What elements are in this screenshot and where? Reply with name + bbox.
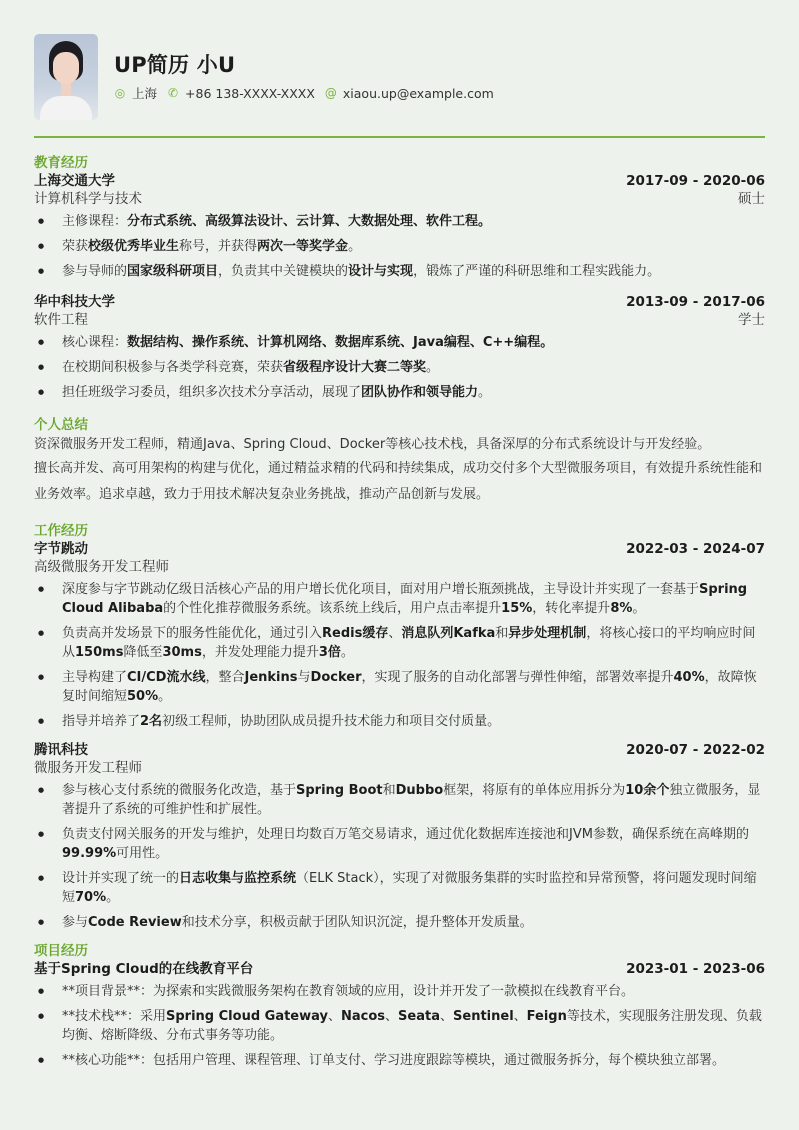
- bullet-list: [34, 333, 765, 402]
- summary-paragraph: 擅长高并发、高可用架构的构建与优化，通过精益求精的代码和持续集成，成功交付多个大型微服务项目，有效提升系统性能和业务效率。追求卓越，致力于用技术解决复杂业务挑战，推动产品创新与发展。: [34, 460, 763, 502]
- date-range: 2017-09 - 2020-06: [626, 172, 765, 189]
- bullet-item: ● **技术栈**：采用Spring Cloud Gateway、Nacos、Seata、Sentinel、Feign等技术，实现服务注册发现、负载均衡、熔断降级、分布式事务等功能。: [34, 1007, 765, 1045]
- major: 软件工程: [34, 311, 88, 328]
- work-entry: [34, 741, 765, 932]
- date-range: 2013-09 - 2017-06: [626, 293, 765, 310]
- job-title: 高级微服务开发工程师: [34, 558, 169, 575]
- section-title: 个人总结: [34, 416, 88, 433]
- bullet-item: ● 主导构建了CI/CD流水线，整合Jenkins与Docker，实现了服务的自动化部署与弹性伸缩，部署效率提升40%，故障恢复时间缩短50%。: [34, 668, 765, 706]
- bullet-item: ● 核心课程：数据结构、操作系统、计算机网络、数据库系统、Java编程、C++编程。: [34, 333, 765, 352]
- contact-list: [114, 84, 504, 102]
- header-divider: [34, 136, 765, 138]
- header-info: [114, 34, 504, 102]
- bullet-item: ● **核心功能**：包括用户管理、课程管理、订单支付、学习进度跟踪等模块，通过微服务拆分，每个模块独立部署。: [34, 1051, 765, 1070]
- job-title: 微服务开发工程师: [34, 759, 142, 776]
- school-name: 上海交通大学: [34, 172, 115, 189]
- bullet-item: ● 主修课程：分布式系统、高级算法设计、云计算、大数据处理、软件工程。: [34, 212, 765, 231]
- date-range: 2020-07 - 2022-02: [626, 741, 765, 758]
- bullet-item: ● 在校期间积极参与各类学科竞赛，荣获省级程序设计大赛二等奖。: [34, 358, 765, 377]
- bullet-item: ● 荣获校级优秀毕业生称号，并获得两次一等奖学金。: [34, 237, 765, 256]
- email-text[interactable]: xiaou.up@example.com: [342, 85, 494, 101]
- project-name: 基于Spring Cloud的在线教育平台: [34, 960, 254, 977]
- bullet-item: ● 担任班级学习委员，组织多次技术分享活动，展现了团队协作和领导能力。: [34, 383, 765, 402]
- bullet-item: ● 参与核心支付系统的微服务化改造，基于Spring Boot和Dubbo框架，将原有的单体应用拆分为10余个独立微服务，显著提升了系统的可维护性和扩展性。: [34, 781, 765, 819]
- bullet-item: ● 参与Code Review和技术分享，积极贡献于团队知识沉淀，提升整体开发质量。: [34, 913, 765, 932]
- major: 计算机科学与技术: [34, 190, 142, 207]
- date-range: 2023-01 - 2023-06: [626, 960, 765, 977]
- company-name: 腾讯科技: [34, 741, 88, 758]
- contact-phone: [167, 86, 315, 101]
- summary-section: [34, 416, 765, 508]
- contact-location: [114, 84, 157, 102]
- section-title: 项目经历: [34, 942, 88, 959]
- education-entry: [34, 172, 765, 281]
- bullet-list: [34, 580, 765, 731]
- bullet-list: [34, 212, 765, 281]
- degree: 学士: [738, 311, 765, 328]
- location-text: 上海: [132, 86, 158, 101]
- work-section: [34, 522, 765, 932]
- project-entry: [34, 960, 765, 1070]
- location-pin-icon: ◎: [114, 86, 126, 100]
- bullet-item: ● 指导并培养了2名初级工程师，协助团队成员提升技术能力和项目交付质量。: [34, 712, 765, 731]
- section-title: 工作经历: [34, 522, 88, 539]
- at-icon: @: [324, 86, 337, 100]
- company-name: 字节跳动: [34, 540, 88, 557]
- date-range: 2022-03 - 2024-07: [626, 540, 765, 557]
- projects-section: [34, 942, 765, 1070]
- work-entry: [34, 540, 765, 731]
- phone-icon: ✆: [167, 86, 179, 100]
- bullet-item: ● 深度参与字节跳动亿级日活核心产品的用户增长优化项目，面对用户增长瓶颈挑战，主导设计并实现了一套基于Spring Cloud Alibaba的个性化推荐微服务系统。该系统上线后，用户点击率提升15%，转化率提升8%。: [34, 580, 765, 618]
- bullet-item: ● **项目背景**：为探索和实践微服务架构在教育领域的应用，设计并开发了一款模拟在线教育平台。: [34, 982, 765, 1001]
- candidate-name: UP简历 小U: [114, 53, 236, 77]
- bullet-item: ● 负责高并发场景下的服务性能优化，通过引入Redis缓存、消息队列Kafka和异步处理机制，将核心接口的平均响应时间从150ms降低至30ms，并发处理能力提升3倍。: [34, 624, 765, 662]
- education-entry: [34, 293, 765, 402]
- education-section: [34, 154, 765, 402]
- phone-text: +86 138-XXXX-XXXX: [185, 85, 315, 101]
- bullet-item: ● 设计并实现了统一的日志收集与监控系统（ELK Stack），实现了对微服务集群的实时监控和异常预警，将问题发现时间缩短70%。: [34, 869, 765, 907]
- school-name: 华中科技大学: [34, 293, 115, 310]
- resume-header: [34, 34, 765, 120]
- summary-paragraph: 资深微服务开发工程师，精通Java、Spring Cloud、Docker等核心技术栈，具备深厚的分布式系统设计与开发经验。: [34, 436, 711, 452]
- bullet-item: ● 负责支付网关服务的开发与维护，处理日均数百万笔交易请求，通过优化数据库连接池和JVM参数，确保系统在高峰期的99.99%可用性。: [34, 825, 765, 863]
- bullet-list: [34, 982, 765, 1070]
- profile-photo: [34, 34, 98, 120]
- degree: 硕士: [738, 190, 765, 207]
- contact-email: [325, 86, 494, 101]
- section-title: 教育经历: [34, 154, 88, 171]
- bullet-list: [34, 781, 765, 932]
- bullet-item: ● 参与导师的国家级科研项目，负责其中关键模块的设计与实现，锻炼了严谨的科研思维和工程实践能力。: [34, 262, 765, 281]
